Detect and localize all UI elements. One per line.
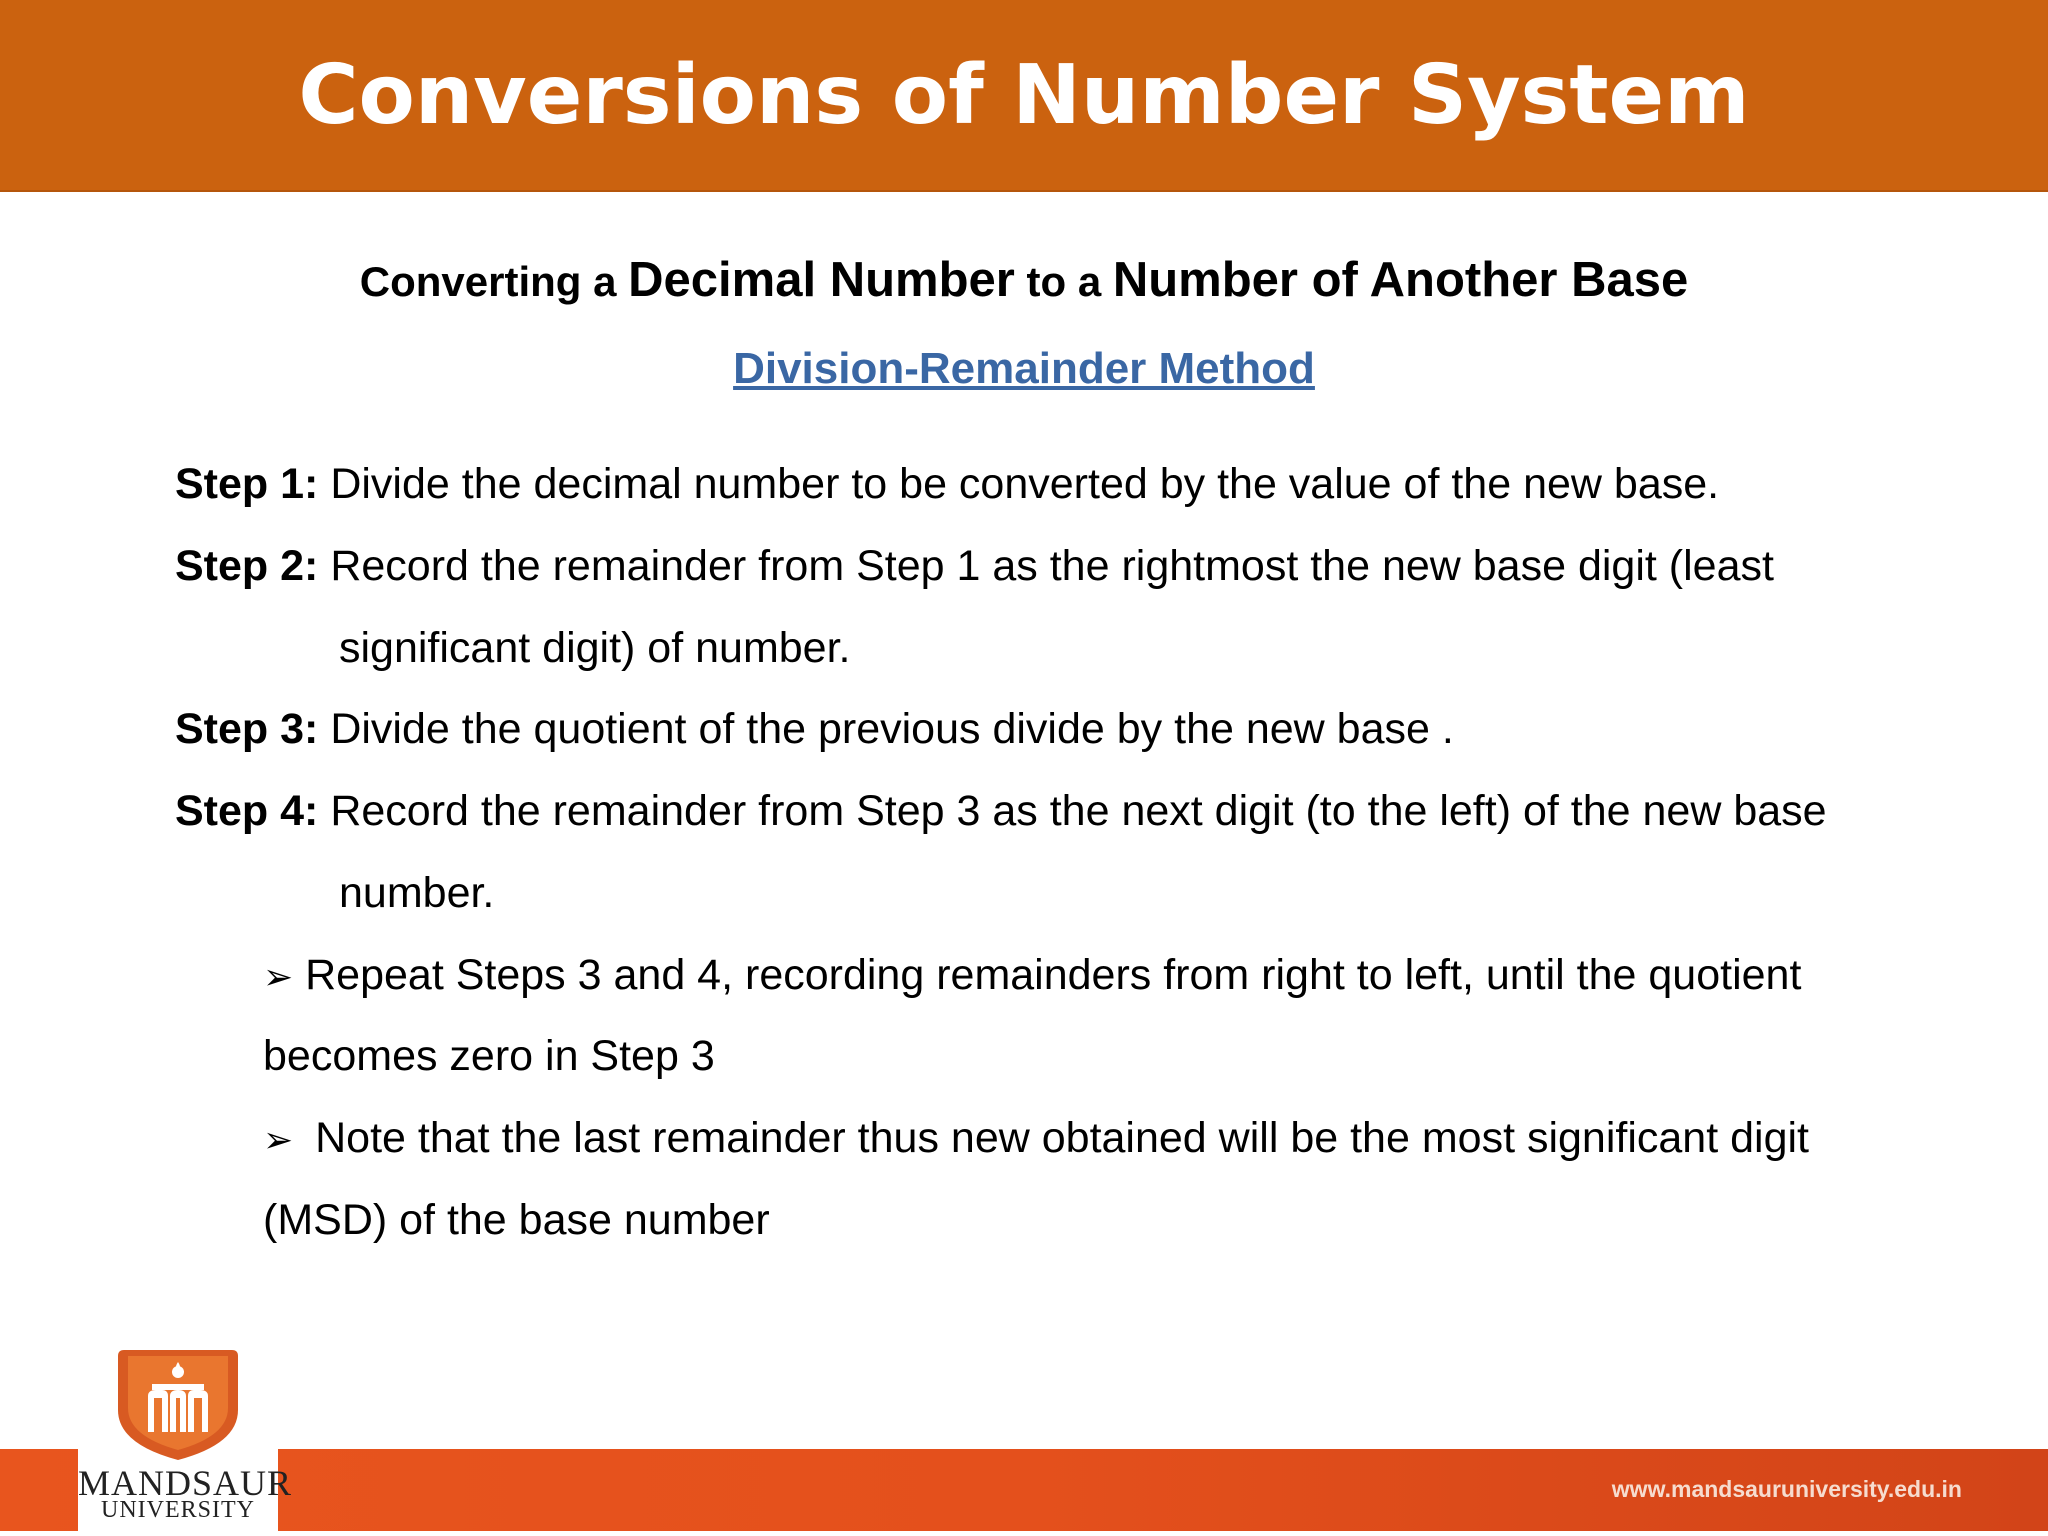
step-3-label: Step 3: — [175, 705, 319, 753]
step-2 — [175, 542, 1774, 591]
section-subtitle — [0, 252, 2048, 308]
step-2-label: Step 2: — [175, 542, 319, 590]
step-1 — [175, 460, 1719, 509]
step-4-continuation: number. — [339, 869, 495, 917]
logo-subtitle: UNIVERSITY — [101, 1497, 255, 1523]
method-heading: Division-Remainder Method — [733, 344, 1315, 393]
page-title: Conversions of Number System — [298, 47, 1750, 143]
logo-wordmark: MANDSAUR — [78, 1463, 293, 1503]
header-banner — [0, 0, 2048, 192]
bullet-item-1 — [263, 951, 1801, 1000]
footer-url: www.mandsauruniversity.edu.in — [1611, 1476, 1962, 1502]
step-3 — [175, 705, 1454, 754]
bullet-2-text: Note that the last remainder thus new obtained will be the most significant digit — [315, 1114, 1809, 1162]
subtitle-part-3: to a — [1014, 258, 1113, 305]
subtitle-part-2: Decimal Number — [628, 253, 1015, 307]
bullet-1-continuation: becomes zero in Step 3 — [263, 1032, 715, 1080]
arrow-bullet-icon: ➢ — [263, 1120, 294, 1161]
step-2-continuation: significant digit) of number. — [339, 624, 851, 672]
subtitle-part-1: Converting a — [359, 258, 629, 305]
step-4-label: Step 4: — [175, 787, 319, 835]
step-2-text: Record the remainder from Step 1 as the rightmost the new base digit (least — [330, 542, 1774, 590]
bullet-1-text: Repeat Steps 3 and 4, recording remainders from right to left, until the quotient — [305, 951, 1802, 999]
step-3-text: Divide the quotient of the previous divide by the new base . — [330, 705, 1454, 753]
arrow-bullet-icon: ➢ — [263, 957, 294, 998]
step-1-text: Divide the decimal number to be converted by the value of the new base. — [330, 460, 1720, 508]
subtitle-part-4: Number of Another Base — [1112, 253, 1689, 307]
bullet-2-continuation: (MSD) of the base number — [263, 1196, 770, 1244]
step-4 — [175, 787, 1827, 836]
step-1-label: Step 1: — [175, 460, 319, 508]
step-4-text: Record the remainder from Step 3 as the next digit (to the left) of the new base — [330, 787, 1827, 835]
bullet-item-2 — [263, 1114, 1809, 1163]
